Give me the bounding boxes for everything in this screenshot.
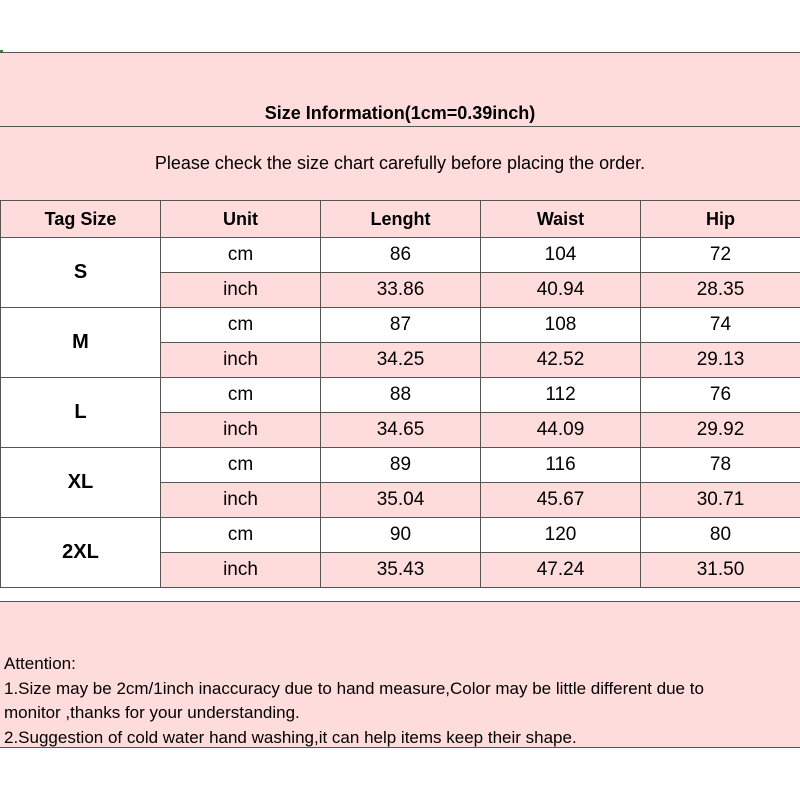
chart-subtitle: Please check the size chart carefully before placing the order.: [154, 153, 646, 173]
length-cell: 33.86: [321, 273, 481, 308]
waist-cell: 120: [481, 518, 641, 553]
hip-cell: 74: [641, 308, 800, 343]
hip-cell: 72: [641, 238, 800, 273]
note-line-1a: 1.Size may be 2cm/1inch inaccuracy due to hand measure,Color may be little different due to: [4, 678, 704, 698]
hip-cell: 76: [641, 378, 800, 413]
unit-cell: cm: [161, 378, 321, 413]
waist-cell: 44.09: [481, 413, 641, 448]
unit-cell: inch: [161, 553, 321, 588]
unit-cell: inch: [161, 273, 321, 308]
length-cell: 35.04: [321, 483, 481, 518]
header-hip: Hip: [641, 201, 800, 238]
header-length: Lenght: [321, 201, 481, 238]
length-cell: 35.43: [321, 553, 481, 588]
table-row: [1, 518, 800, 553]
unit-cell: inch: [161, 483, 321, 518]
attention-heading: Attention:: [4, 654, 76, 673]
waist-cell: 104: [481, 238, 641, 273]
header-tag-size: Tag Size: [1, 201, 161, 238]
table-row: [1, 308, 800, 343]
attention-notes: [4, 652, 794, 750]
length-cell: 34.25: [321, 343, 481, 378]
length-cell: 86: [321, 238, 481, 273]
size-chart-sheet: [0, 52, 800, 748]
table-row: [1, 448, 800, 483]
waist-cell: 40.94: [481, 273, 641, 308]
hip-cell: 78: [641, 448, 800, 483]
unit-cell: cm: [161, 518, 321, 553]
waist-cell: 112: [481, 378, 641, 413]
title-band: [0, 53, 800, 127]
waist-cell: 47.24: [481, 553, 641, 588]
attention-band: [0, 601, 800, 747]
size-label: S: [1, 238, 161, 308]
waist-cell: 45.67: [481, 483, 641, 518]
length-cell: 88: [321, 378, 481, 413]
size-label: L: [1, 378, 161, 448]
note-line-1b: monitor ,thanks for your understanding.: [4, 703, 300, 722]
length-cell: 34.65: [321, 413, 481, 448]
table-row: [1, 378, 800, 413]
hip-cell: 31.50: [641, 553, 800, 588]
size-table: [0, 200, 800, 588]
chart-title: Size Information(1cm=0.39inch): [264, 103, 536, 123]
header-waist: Waist: [481, 201, 641, 238]
note-line-2: 2.Suggestion of cold water hand washing,it can help items keep their shape.: [4, 727, 577, 747]
hip-cell: 29.13: [641, 343, 800, 378]
waist-cell: 108: [481, 308, 641, 343]
length-cell: 90: [321, 518, 481, 553]
unit-cell: cm: [161, 308, 321, 343]
table-row: [1, 238, 800, 273]
waist-cell: 116: [481, 448, 641, 483]
hip-cell: 30.71: [641, 483, 800, 518]
unit-cell: cm: [161, 448, 321, 483]
hip-cell: 28.35: [641, 273, 800, 308]
table-header-row: [1, 201, 800, 238]
hip-cell: 29.92: [641, 413, 800, 448]
hip-cell: 80: [641, 518, 800, 553]
unit-cell: cm: [161, 238, 321, 273]
subtitle-band: [0, 127, 800, 200]
unit-cell: inch: [161, 413, 321, 448]
size-label: XL: [1, 448, 161, 518]
unit-cell: inch: [161, 343, 321, 378]
size-label: M: [1, 308, 161, 378]
length-cell: 87: [321, 308, 481, 343]
length-cell: 89: [321, 448, 481, 483]
header-unit: Unit: [161, 201, 321, 238]
waist-cell: 42.52: [481, 343, 641, 378]
size-label: 2XL: [1, 518, 161, 588]
